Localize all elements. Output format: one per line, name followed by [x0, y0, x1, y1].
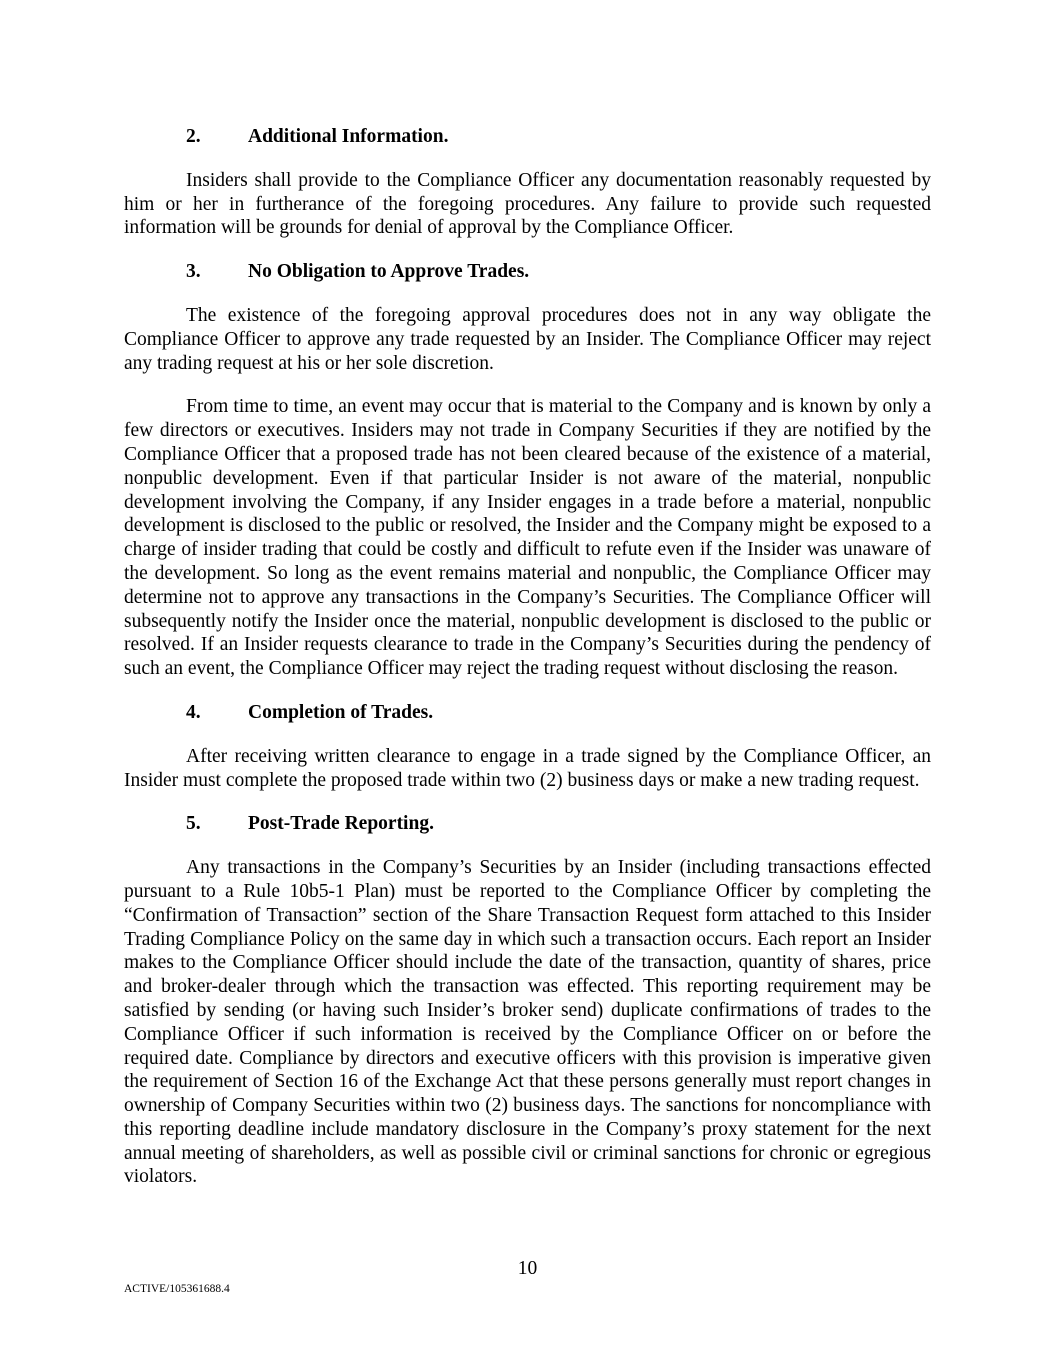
section-title: No Obligation to Approve Trades.: [248, 261, 530, 283]
section-heading-4: [186, 701, 931, 725]
document-body: [124, 125, 931, 1209]
section-number: 3.: [186, 261, 201, 283]
paragraph: From time to time, an event may occur that is material to the Company and is known by only a few directors or executives. Insiders may not trade in Company Securities if they are notified by the Compliance Officer that a proposed trade has not been cleared because of the existence of a material, nonpublic development. Even if that particular Insider is not aware of the material, nonpublic development involving the Company, if any Insider engages in a trade before a material, nonpublic development is disclosed to the public or resolved, the Insider and the Company might be exposed to a charge of insider trading that could be costly and difficult to refute even if the Insider was unaware of the development. So long as the event remains material and nonpublic, the Compliance Officer may determine not to approve any transactions in the Company’s Securities. The Compliance Officer will subsequently notify the Insider once the material, nonpublic development is disclosed to the public or resolved. If an Insider requests clearance to trade in the Company’s Securities during the pendency of such an event, the Compliance Officer may reject the trading request without disclosing the reason.: [124, 396, 931, 680]
section-heading-5: [186, 812, 931, 836]
section-number: 2.: [186, 126, 201, 147]
document-id: ACTIVE/105361688.4: [124, 1283, 230, 1295]
paragraph: The existence of the foregoing approval procedures does not in any way obligate the Compliance Officer to approve any trade requested by an Insider. The Compliance Officer may reject any trading request at his or her sole discretion.: [124, 304, 931, 374]
section-heading-3: [186, 260, 931, 284]
section-number: 4.: [186, 701, 201, 723]
section-number: 5.: [186, 813, 201, 835]
paragraph: Any transactions in the Company’s Securities by an Insider (including transactions effected pursuant to a Rule 10b5-1 Plan) must be reported to the Compliance Officer by completing the “Confirmation of Transaction” section of the Share Transaction Request form attached to this Insider Trading Compliance Policy on the same day in which such a transaction occurs. Each report an Insider makes to the Compliance Officer should include the date of the transaction, quantity of shares, price and broker-dealer through which the transaction was effected. This reporting requirement may be satisfied by sending (or having such Insider’s broker send) duplicate confirmations of trades to the Compliance Officer if such information is received by the Compliance Officer on or before the required date. Compliance by directors and executive officers with this provision is imperative given the requirement of Section 16 of the Exchange Act that these persons generally must report changes in ownership of Company Securities within two (2) business days. The sanctions for noncompliance with this reporting deadline include mandatory disclosure in the Company’s proxy statement for the next annual meeting of shareholders, as well as possible civil or criminal sanctions for chronic or egregious violators.: [124, 857, 931, 1188]
section-heading-2: [186, 125, 931, 149]
page-number: 10: [517, 1258, 538, 1279]
paragraph: After receiving written clearance to engage in a trade signed by the Compliance Officer, an Insider must complete the proposed trade within two (2) business days or make a new trading request.: [124, 745, 931, 791]
section-title: Additional Information.: [248, 126, 449, 147]
section-title: Completion of Trades.: [248, 701, 434, 723]
section-title: Post-Trade Reporting.: [248, 813, 434, 835]
paragraph: Insiders shall provide to the Compliance Officer any documentation reasonably requested by him or her in furtherance of the foregoing procedures. Any failure to provide such requested information will be grounds for denial of approval by the Compliance Officer.: [124, 169, 931, 239]
